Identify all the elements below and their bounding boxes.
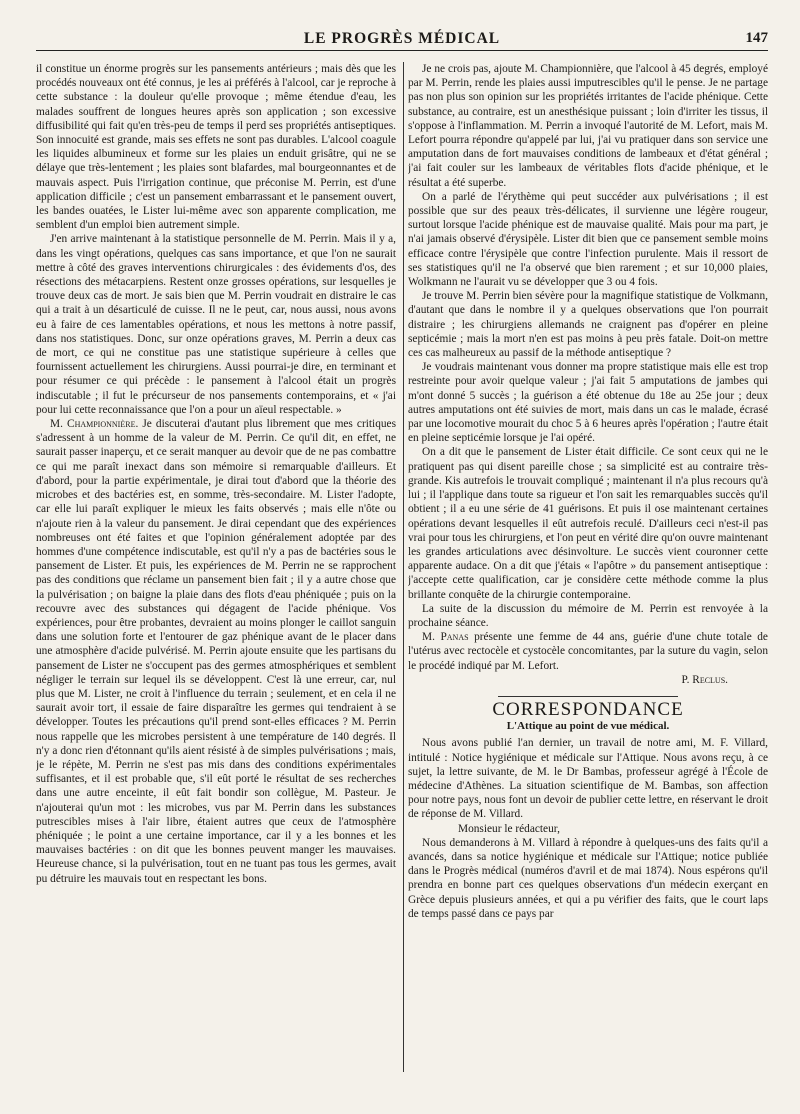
page-number: 147	[745, 30, 768, 46]
paragraph: J'en arrive maintenant à la statistique personnelle de M. Perrin. Mais il y a, dans les vingt opérations, quelques cas sans importance, et que l'on ne saurait mettre à côté des graves interventions chirurgicales : des évidements d'os, des résections des métacarpiens. Restent onze grosses opérations, sur lesquelles je trouve deux cas de mort. Je sais bien que M. Perrin voudrait en distraire le cas qui a trait à un désarticulé de cuisse. Il ne le peut, car, nous aussi, nous avons eu à faire de ces lamentables opérations, et nous les mettons à notre passif, dans nos statistiques. Donc, sur onze opérations graves, M. Perrin a deux cas de mort, ce qui ne constitue pas une statistique supérieure à celles que fournissent actuellement les chirurgiens. Aussi pourrai-je dire, en terminant et pour résumer ce qui précède : le pansement à l'alcool était un progrès indiscutable ; il fut le précurseur de nos pansements contemporains, et « j'ai pour lui cette reconnaissance que l'on a pour un aïeul respectable. »	[36, 233, 396, 416]
paragraph-text: Je discuterai d'autant plus librement que mes critiques s'adressent à un homme de la valeur de M. Perrin. Ce qu'il dit, en effet, ne saurait passer inaperçu, et ce serait manquer au devoir que de ne pas combattre ce qui me paraît inexact dans son mémoire si remarquable d'ailleurs. Et d'abord, pour la partie expérimentale, je dirai tout d'abord que la théorie des microbes et des bactéries est, en somme, très-secondaire. M. Lister l'adopte, car elle lui paraît expliquer le mieux les faits observés ; mais elle n'ôte ou n'ajoute rien à la valeur du pansement. Je dirai cependant que des expériences nombreuses ont été faites et que l'opinion généralement adoptée par des hommes d'une compétence indiscutable, est qu'il n'y a pas de bactéries sous le pansement de Lister. Et puis, les expériences de M. Perrin ne se rapprochent pas des conditions que réclame un pansement bien fait ; il y a autre chose que la pulvérisation ; on baigne la plaie dans des flots d'eau phéniquée ; puis on la recouvre avec des substances qui dégagent de l'acide phénique. Vos expériences, pour être probantes, devraient au moins plonger le caillot sanguin dans une solution forte et l'entourer de gaz phénique avant de le placer dans une atmosphère d'acide pulvérisé. M. Perrin ajoute ensuite que les partisans du pansement de Lister ne s'occupent pas des germes atmosphériques et semblent négliger le terrain sur lequel ils se développent. C'est là une erreur, car, nul plus que M. Lister, ne croit à l'influence du terrain ; seulement, et en cela il ne saurait avoir tort, il essaie de faire disparaître les germes qui tendraient à se développer. Toutes les précautions qu'il prend sont-elles efficaces ? M. Perrin nous rappelle que les microbes persistent à une température de 140 degrés. Il n'y a donc rien d'étonnant qu'ils aient résisté à de simples pulvérisations ; mais, je le répète, M. Perrin ne s'est pas mis dans des conditions expérimentales suffisantes, et il est probable que, s'il eût porté le résultat de ses recherches dans une autre enceinte, il eût fait bondir son collègue, M. Pasteur. Je n'ajouterai qu'un mot : les microbes, vus par M. Perrin dans les substances putrescibles mises à l'air libre, étaient autres que ceux de l'atmosphère phéniquée ; le point a une certaine importance, car il y a les bonnes et les mauvaises bactéries : on dit que les bonnes peuvent manger les mauvaises. Heureuse chance, si la pulvérisation, tout en ne tuant pas tous les germes, avait pu détruire les mauvais tout en respectant les bons.	[36, 418, 396, 885]
signature-text: P. Reclus.	[681, 673, 728, 686]
page-header	[36, 28, 768, 51]
paragraph: Je ne crois pas, ajoute M. Championnière, que l'alcool à 45 degrés, employé par M. Perrin, rende les plaies aussi imputrescibles qu'il le pense. Je ne partage pas non plus son opinion sur les propriétés irritantes de l'acide phénique. Cette substance, au contraire, est un anesthésique puissant ; loin d'irriter les tissus, il s'oppose à l'inflammation. M. Perrin a invoqué l'autorité de M. Lefort, mais M. Lefort pourra répondre qu'appelé par lui, j'ai vu pratiquer dans son service une amputation dans de fort mauvaises conditions de lambeaux et d'état général ; j'ai fait couler sur les lambeaux de véritables flots d'acide phénique, et le résultat a été superbe.	[408, 63, 768, 189]
right-column	[408, 62, 768, 1102]
paragraph: il constitue un énorme progrès sur les pansements antérieurs ; mais dès que les procédés nouveaux ont été connus, je les ai préférés à l'alcool, car je reproche à cette substance : la douleur qu'elle provoque ; même étendue d'eau, les malades souffrent de longues heures après son application ; son excessive diffusibilité qui fait qu'en très-peu de temps il perd ses propriétés antiseptiques. Son innocuité est grande, mais ses effets ne sont pas durables. L'alcool coagule les liquides albumineux et forme sur les plaies un enduit grisâtre, qui ne se délaye que très-lentement ; les plaies sont blafardes, mal bourgeonnantes et de mauvais aspect. Puis l'irrigation continue, que préconise M. Perrin, est d'une application difficile ; c'est un pansement embarrassant et le pansement ouvert, les bandes ouatées, le Lister lui-même avec son apparente complication, me semblent d'un emploi bien autrement simple.	[36, 63, 396, 232]
paragraph: La suite de la discussion du mémoire de M. Perrin est renvoyée à la prochaine séance.	[408, 602, 768, 629]
section-title: CORRESPONDANCE	[492, 698, 684, 720]
paragraph-text: présente une femme de 44 ans, guérie d'une chute totale de l'utérus avec rectocèle et cystocèle concomitantes, par la suture du vagin, selon le procédé indiqué par M. Lefort.	[408, 631, 768, 672]
left-column	[36, 62, 396, 1102]
section-subtitle: L'Attique au point de vue médical.	[506, 720, 670, 733]
paragraph: Je voudrais maintenant vous donner ma propre statistique mais elle est trop restreinte pour avoir quelque valeur ; j'ai fait 5 amputations de jambes qui m'ont donné 5 succès ; la guérison a été obtenue du 18e au 25e jour ; deux autres amputations ont été suivies de mort, mais dans un cas le malade, écrasé par une locomotive mourait du choc 5 à 6 heures après l'opération ; l'autre était en pleine septicémie lorsque je l'ai opéré.	[408, 361, 768, 445]
journal-title: LE PROGRÈS MÉDICAL	[303, 30, 501, 47]
paragraph: Nous demanderons à M. Villard à répondre à quelques-uns des faits qu'il a avancés, dans sa notice hygiénique et médicale sur l'Attique; notice publiée dans le Progrès médical (numéros d'avril et de mai 1874). Nous espérons qu'il prendra en bonne part ces quelques observations d'un médecin exerçant en Grèce depuis plusieurs années, et qui a pu vérifier des faits, que le court laps de temps passé dans ce pays par	[408, 836, 768, 920]
speaker-name: M. Championnière.	[50, 418, 139, 431]
paragraph: On a parlé de l'érythème qui peut succéder aux pulvérisations ; il est possible que sur des peaux très-délicates, il survienne une légère rougeur, surtout lorsque l'acide phénique est de mauvaise qualité. Mais pour ma part, je n'ai jamais observé d'érysipèle. Lister dit bien que ce pansement semble moins efficace contre l'érysipèle que contre l'infection purulente. Mais il ressort de ses statistiques qu'il ne l'a observé que bien rarement ; et sur 10,000 plaies, Wolkmann ne l'aurait vu se développer que 3 ou 4 fois.	[408, 190, 768, 289]
paragraph	[36, 417, 396, 886]
salutation: Monsieur le rédacteur,	[458, 822, 560, 835]
column-divider	[403, 62, 404, 1072]
paragraph	[408, 630, 768, 673]
paragraph: On a dit que le pansement de Lister était difficile. Ce sont ceux qui ne le pratiquent pas qui disent pareille chose ; sa simplicité est au contraire très-grande. Kis autrefois le trouvait compliqué ; maintenant il n'a plus recours qu'à lui ; il l'applique dans toute sa rigueur et l'on sait les remarquables succès qu'il obtient ; il a eu une série de 41 guérisons. Et puis il ose maintenant certaines opérations devant lesquelles il eût autrefois reculé. D'ailleurs ceci n'est-il pas vrai pour tous les chirurgiens, et l'on peut en vérité dire qu'on ouvre maintenant les grandes articulations avec désinvolture. Le succès vient couronner cette apparente audace. On a dit que j'étais « l'apôtre » du pansement antiseptique : j'accepte cette qualification, car je considère cette méthode comme la plus brillante conquête de la chirurgie contemporaine.	[408, 446, 768, 601]
signature	[408, 673, 728, 687]
paragraph: Nous avons publié l'an dernier, un travail de notre ami, M. F. Villard, intitulé : Notice hygiénique et médicale sur l'Attique. Nous avons reçu, à ce sujet, la lettre suivante, de M. le Dr Bambas, professeur agrégé à l'École de médecine d'Athènes. La situation scientifique de M. Bambas, son affection pour notre pays, nous font un devoir de publier cette lettre, en réservant le droit de réponse de M. Villard.	[408, 737, 768, 821]
section-rule	[498, 696, 678, 697]
paragraph: Je trouve M. Perrin bien sévère pour la magnifique statistique de Volkmann, d'autant que dans le nombre il y a quelques observations que l'on pourrait distraire ; les chirurgiens allemands ne craignent pas d'opérer en pleine septicémie ; mais la mort n'en est pas moins à peu près fatale. Doit-on mettre ces cas malheureux au passif de la méthode antiseptique ?	[408, 290, 768, 360]
speaker-name: M. Panas	[422, 631, 469, 644]
